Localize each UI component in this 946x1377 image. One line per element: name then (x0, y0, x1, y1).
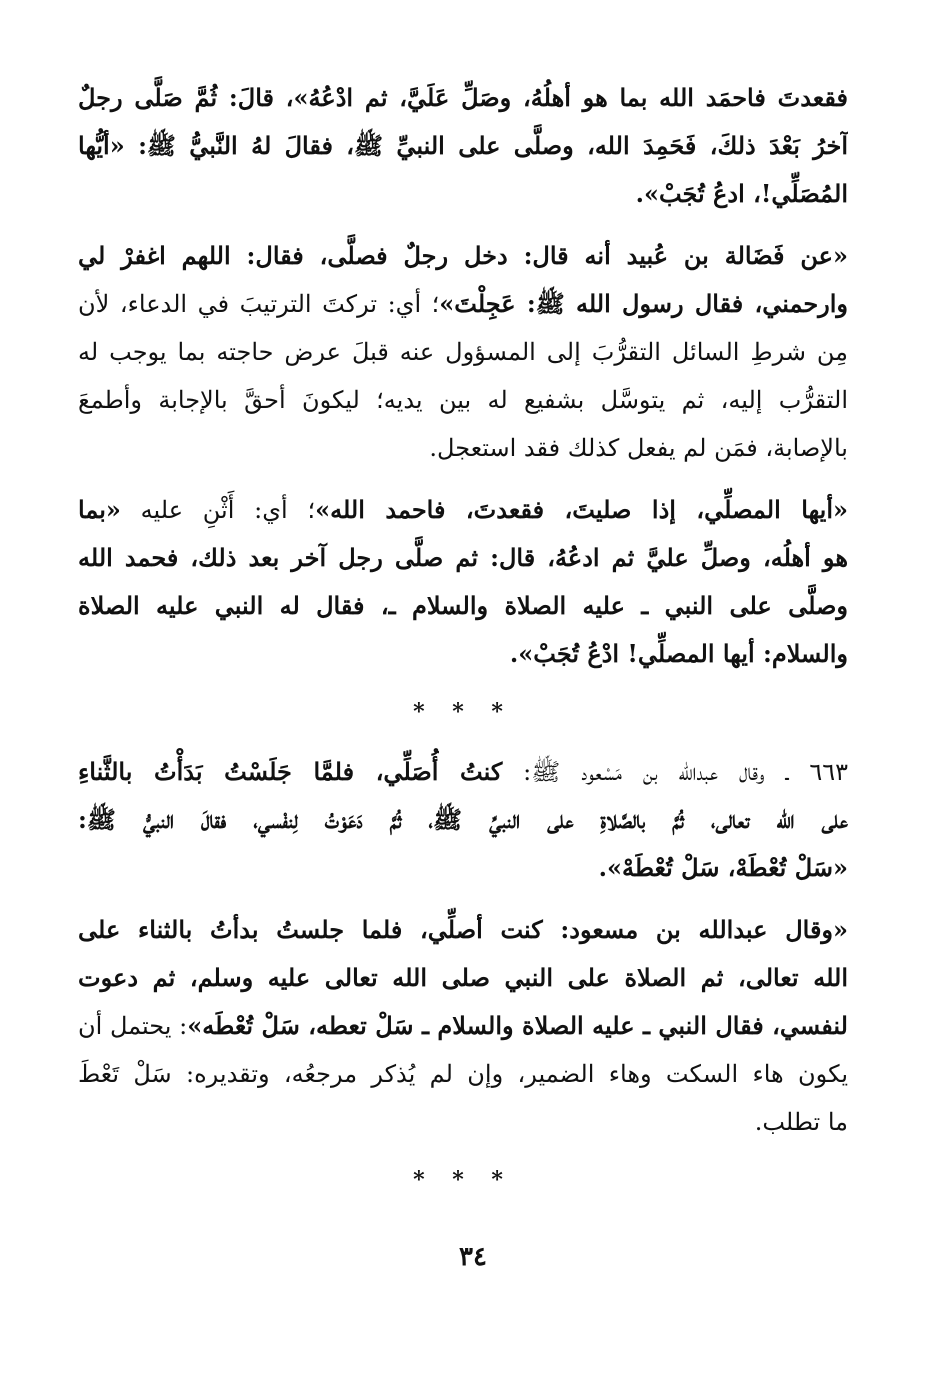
text-line (78, 328, 848, 376)
text-line: المُصَلِّي!، ادعُ تُجَبْ». (635, 179, 848, 208)
text-line (78, 630, 848, 678)
commentary-text: ؛ أي: أَثْنِ عليه (120, 496, 316, 524)
page-number: ٣٤ (459, 1242, 487, 1272)
commentary-text: مِن شرطِ السائل التقرُّبَ إلى المسؤول عنه قبلَ عرض حاجته بما يوجب له (78, 338, 848, 366)
section-separator: * * * (413, 1167, 513, 1193)
text-line (78, 1050, 848, 1098)
text-line (78, 424, 848, 472)
text-line (78, 906, 848, 954)
section-separator: * * * (413, 699, 513, 725)
text-line (78, 1002, 848, 1050)
paragraph (78, 486, 848, 678)
quoted-text: وصلَّى على النبي ـ عليه الصلاة والسلام ـ، فقال له النبي عليه الصلاة (78, 591, 848, 620)
text-line (78, 748, 848, 796)
text-line (78, 280, 848, 328)
quoted-text: لنفسي، فقال النبي ـ عليه الصلاة والسلام ـ سَلْ تعطه، سَلْ تُعْطَه» (187, 1011, 848, 1040)
paragraph (78, 74, 848, 218)
quoted-text: هو أهلُه، وصلِّ عليَّ ثم ادعُهُ، قال: ثم صلَّى رجل آخر بعد ذلك، فحمد الله (78, 543, 848, 572)
text-line: آخرُ بَعْدَ ذلكَ، فَحَمِدَ الله، وصلَّى على النبيِّ ﷺ، فقالَ لهُ النَّبيُّ ﷺ: «أيُّها (78, 131, 848, 160)
text-line (78, 582, 848, 630)
quoted-text: «بما (78, 495, 121, 524)
quoted-text: «سَلْ تُعْطَهْ، سَلْ تُعْطَهْ». (598, 853, 848, 882)
commentary-text: ؛ أي: تركتَ الترتيبَ في الدعاء، لأن (78, 290, 440, 318)
hadith-number-text: ٦٦٣ ـ وقال عبدالله بن مَسْعود ﷺ: (502, 758, 848, 786)
paragraph (78, 906, 848, 1146)
quoted-text: على الله تعالى، ثُمَّ بالصَّلاةِ على النبيِّ ﷺ، ثُمَّ دَعَوْتُ لِنفْسي، فقالَ النبيُّ ﷺ: (78, 805, 848, 834)
quoted-text: الله تعالى، ثم الصلاة على النبي صلى الله تعالى عليه وسلم، ثم دعوت (78, 963, 848, 992)
paragraph (78, 748, 848, 892)
quoted-text: وارحمني، فقال رسول الله ﷺ: عَجِلْتَ» (439, 289, 848, 318)
commentary-text: : يحتمل أن (78, 1012, 188, 1040)
text-line (78, 232, 848, 280)
commentary-text: بالإصابة، فمَن لم يفعل كذلك فقد استعجل. (429, 434, 848, 462)
text-line (78, 796, 848, 844)
quoted-text: «وقال عبدالله بن مسعود: كنت أصلِّي، فلما جلستُ بدأتُ بالثناء على (78, 915, 848, 944)
text-line: فقعدتَ فاحمَد الله بما هو أهلُهُ، وصَلِّ عَلَيَّ، ثم ادْعُهُ»، قالَ: ثُمَّ صَلَّى رجلٌ (78, 83, 848, 112)
quoted-text: والسلام: أيها المصلِّي! ادْعُ تُجَبْ». (509, 639, 848, 668)
paragraph (78, 232, 848, 472)
quoted-text: «أيها المصلِّي، إذا صليتَ، فقعدتَ، فاحمد الله» (315, 495, 848, 524)
text-line (78, 534, 848, 582)
quoted-text: كنتُ أُصَلِّي، فلمَّا جَلَسْتُ بَدَأْتُ بالثَّناءِ (78, 757, 503, 786)
commentary-text: ما تطلب. (754, 1108, 848, 1136)
text-line (78, 486, 848, 534)
commentary-text: يكون هاء السكت وهاء الضمير، وإن لم يُذكر مرجعُه، وتقديره: سَلْ تَعْطَ (78, 1060, 848, 1088)
text-line (78, 954, 848, 1002)
commentary-text: التقرُّب إليه، ثم يتوسَّل بشفيع له بين يديه؛ ليكونَ أحقَّ بالإجابة وأطمعَ (78, 386, 848, 414)
quoted-text: «عن فَضَالة بن عُبيد أنه قال: دخل رجلٌ فصلَّى، فقال: اللهم اغفرْ لي (78, 241, 848, 270)
text-line (78, 844, 848, 892)
text-line (78, 376, 848, 424)
text-line (78, 1098, 848, 1146)
page-body (78, 74, 848, 1216)
